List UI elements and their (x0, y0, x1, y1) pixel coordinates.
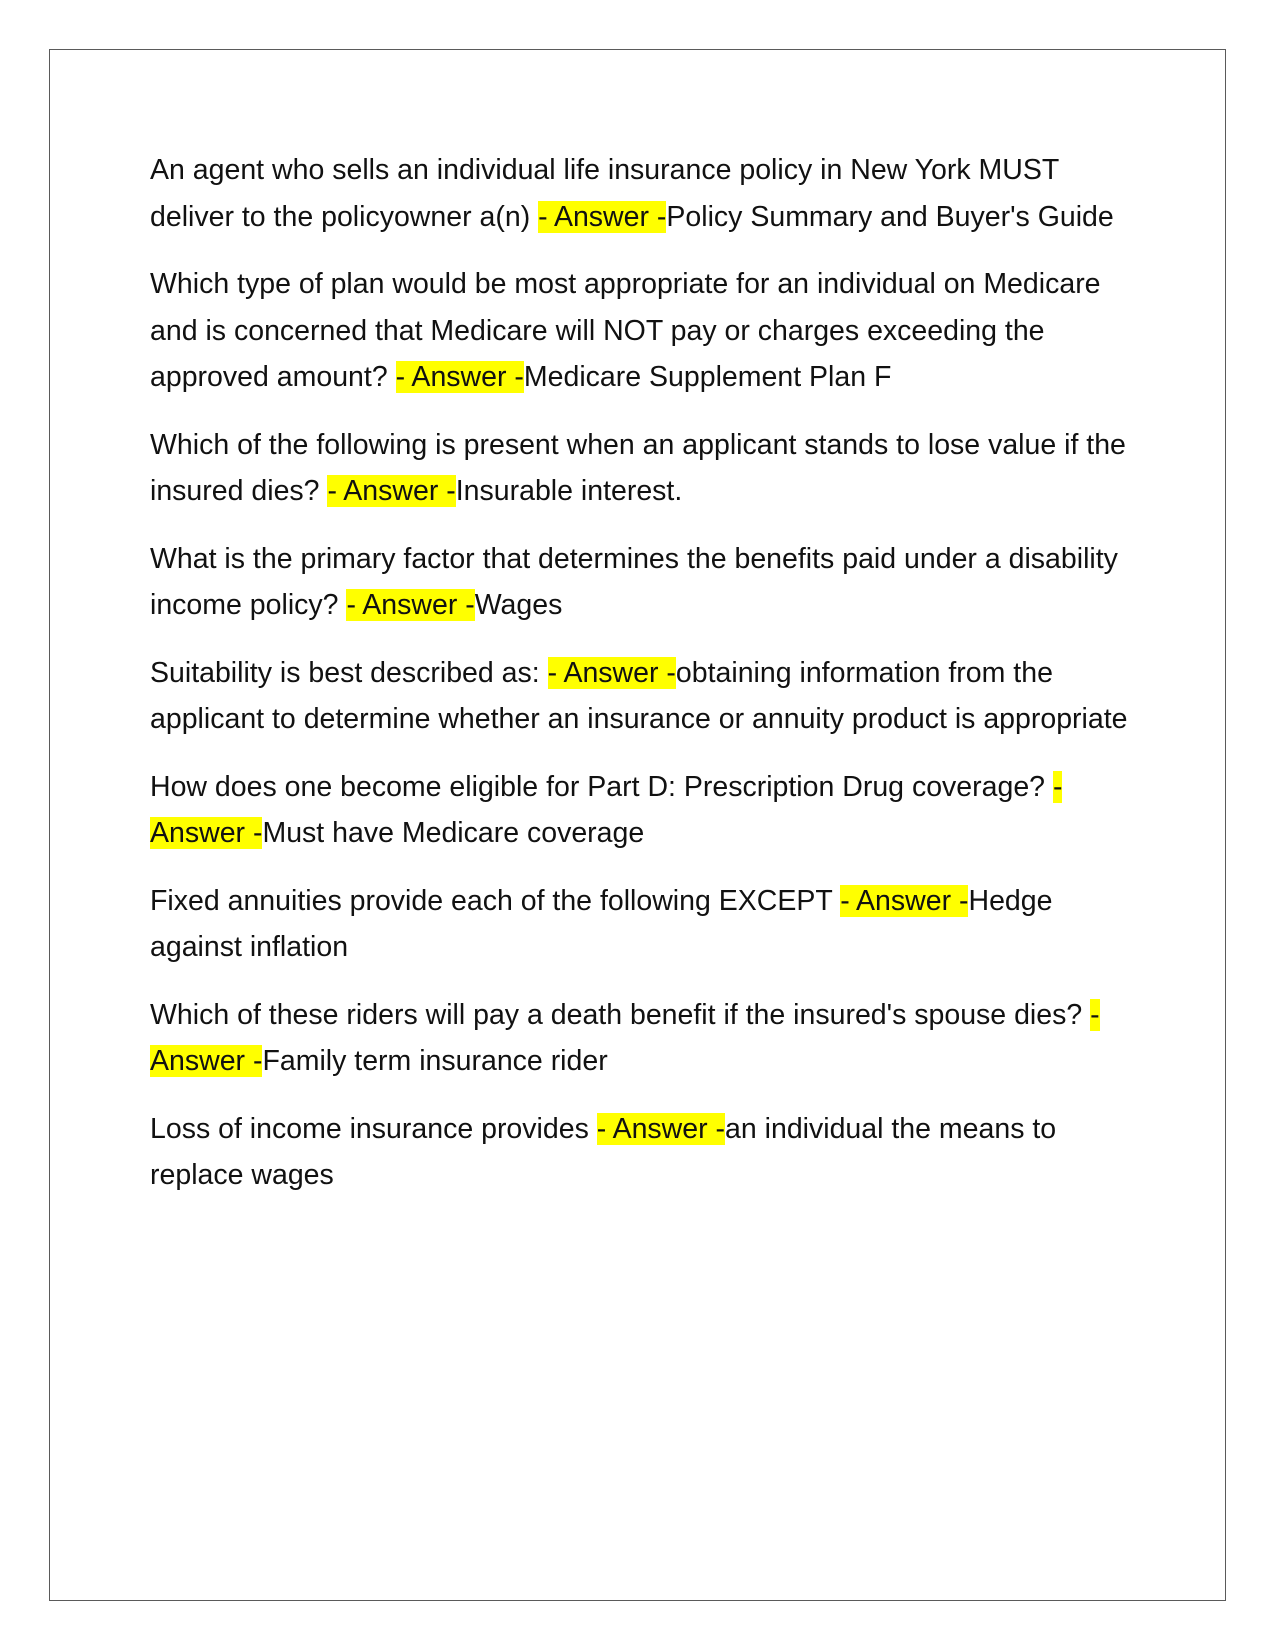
answer-marker: - Answer - (150, 998, 1100, 1077)
qa-list (150, 147, 1140, 1220)
answer-text: Hedge against inflation (150, 884, 1053, 963)
qa-item (150, 261, 1140, 401)
answer-text: Wages (474, 589, 563, 621)
answer-marker: - Answer - (150, 770, 1063, 849)
answer-marker: - Answer - (547, 656, 676, 689)
answer-text: Must have Medicare coverage (262, 817, 645, 849)
question-text: Which of these riders will pay a death benefit if the insured's spouse dies? (150, 998, 1091, 1031)
answer-marker: - Answer - (346, 589, 475, 621)
answer-text: Insurable interest. (455, 475, 683, 507)
answer-text: Family term insurance rider (262, 1045, 608, 1077)
answer-marker: - Answer - (538, 200, 667, 233)
answer-marker: - Answer - (596, 1112, 726, 1145)
qa-item (150, 422, 1140, 515)
answer-text: an individual the means to replace wages (150, 1112, 1057, 1191)
question-text: Which of the following is present when an applicant stands to lose value if the insured dies? (150, 428, 1126, 507)
question-text: Loss of income insurance provides (150, 1112, 597, 1145)
answer-marker: - Answer - (395, 361, 524, 393)
qa-item (150, 992, 1140, 1085)
question-text: An agent who sells an individual life insurance policy in New York MUST deliver to the policyowner a(n) (150, 154, 1059, 233)
qa-item (150, 147, 1140, 240)
question-text: Fixed annuities provide each of the following EXCEPT (150, 884, 841, 917)
answer-marker: - Answer - (840, 884, 969, 917)
qa-item (150, 650, 1140, 743)
qa-item (150, 764, 1140, 857)
qa-item (150, 878, 1140, 971)
question-text: What is the primary factor that determines the benefits paid under a disability income policy? (150, 542, 1118, 621)
answer-text: Policy Summary and Buyer's Guide (666, 200, 1114, 233)
answer-marker: - Answer - (327, 475, 456, 507)
question-text: Suitability is best described as: (150, 656, 548, 689)
answer-text: obtaining information from the applicant to determine whether an insurance or annuity product is appropriate (150, 656, 1128, 735)
qa-item (150, 536, 1140, 629)
answer-text: Medicare Supplement Plan F (523, 361, 892, 393)
question-text: Which type of plan would be most appropriate for an individual on Medicare and is concerned that Medicare will NOT pay or charges exceeding the approved amount? (150, 268, 1101, 393)
question-text: How does one become eligible for Part D: Prescription Drug coverage? (150, 770, 1053, 803)
qa-item (150, 1106, 1140, 1199)
